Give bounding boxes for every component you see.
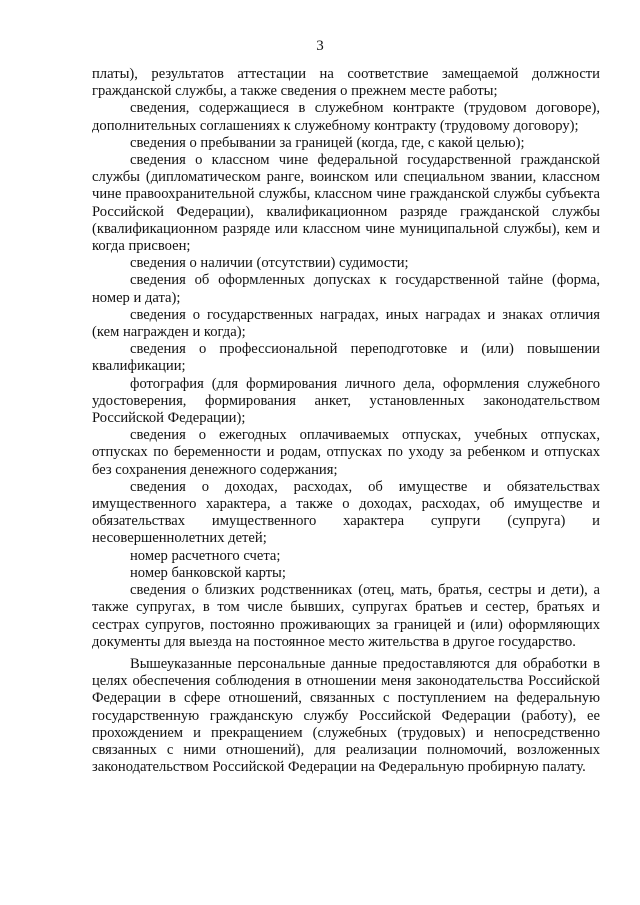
paragraph: сведения о пребывании за границей (когда, где, с какой целью);: [130, 134, 525, 151]
paragraph: сведения об оформленных допусках к государственной тайне (форма, номер и дата);: [92, 272, 600, 306]
paragraph: сведения о наличии (отсутствии) судимости;: [130, 255, 409, 272]
paragraph: сведения о ежегодных оплачиваемых отпусках, учебных отпусках, отпусках по беременности и родам, отпусках по уходу за ребенком и отпусках без сохранения денежного содержания;: [92, 427, 600, 478]
paragraph: платы), результатов аттестации на соответствие замещаемой должности гражданской службы, а также сведения о прежнем месте работы;: [92, 66, 600, 100]
paragraph: сведения о государственных наградах, иных наградах и знаках отличия (кем награжден и когда);: [92, 306, 600, 341]
paragraph: сведения о профессиональной переподготовке и (или) повышении квалификации;: [92, 341, 600, 375]
paragraph: сведения о доходах, расходах, об имуществе и обязательствах имущественного характера, а также о доходах, расходах, об имуществе и обязательствах имущественного характера супруги (супруга) и несовершеннолетних детей;: [92, 478, 600, 547]
paragraph: сведения о классном чине федеральной государственной гражданской службы (дипломатическом ранге, воинском или специальном звании, классном чине правоохранительной службы, классном чине гражданской службы субъекта Российской Федерации), квалификационном разряде гражданской службы (квалификационном разряде или классном чине муниципальной службы), кем и когда присвоен;: [92, 152, 600, 255]
paragraph: сведения, содержащиеся в служебном контракте (трудовом договоре), дополнительных соглашениях к служебному контракту (трудовому договору);: [92, 100, 600, 134]
page-number: 3: [316, 38, 324, 54]
paragraph: Вышеуказанные персональные данные предоставляются для обработки в целях обеспечения соблюдения в отношении меня законодательства Российской Федерации в сфере отношений, связанных с поступлением на федеральную государственную гражданскую службу Российской Федерации (работу), ее прохождением и прекращением (служебных (трудовых) и непосредственно связанных с ними отношений), для реализации полномочий, возложенных законодательством Российской Федерации на Федеральную пробирную палату.: [92, 655, 600, 776]
paragraph: номер банковской карты;: [130, 564, 286, 581]
document-body: [92, 66, 600, 776]
paragraph: сведения о близких родственниках (отец, мать, братья, сестры и дети), а также супругах, в том числе бывших, супругах братьев и сестер, братьях и сестрах супругов, постоянно проживающих за границей и (или) оформляющих документы для выезда на постоянное место жительства в другое государство.: [92, 582, 600, 650]
paragraph: фотография (для формирования личного дела, оформления служебного удостоверения, формирования анкет, установленных законодательством Российской Федерации);: [92, 375, 600, 427]
paragraph: номер расчетного счета;: [130, 547, 281, 564]
